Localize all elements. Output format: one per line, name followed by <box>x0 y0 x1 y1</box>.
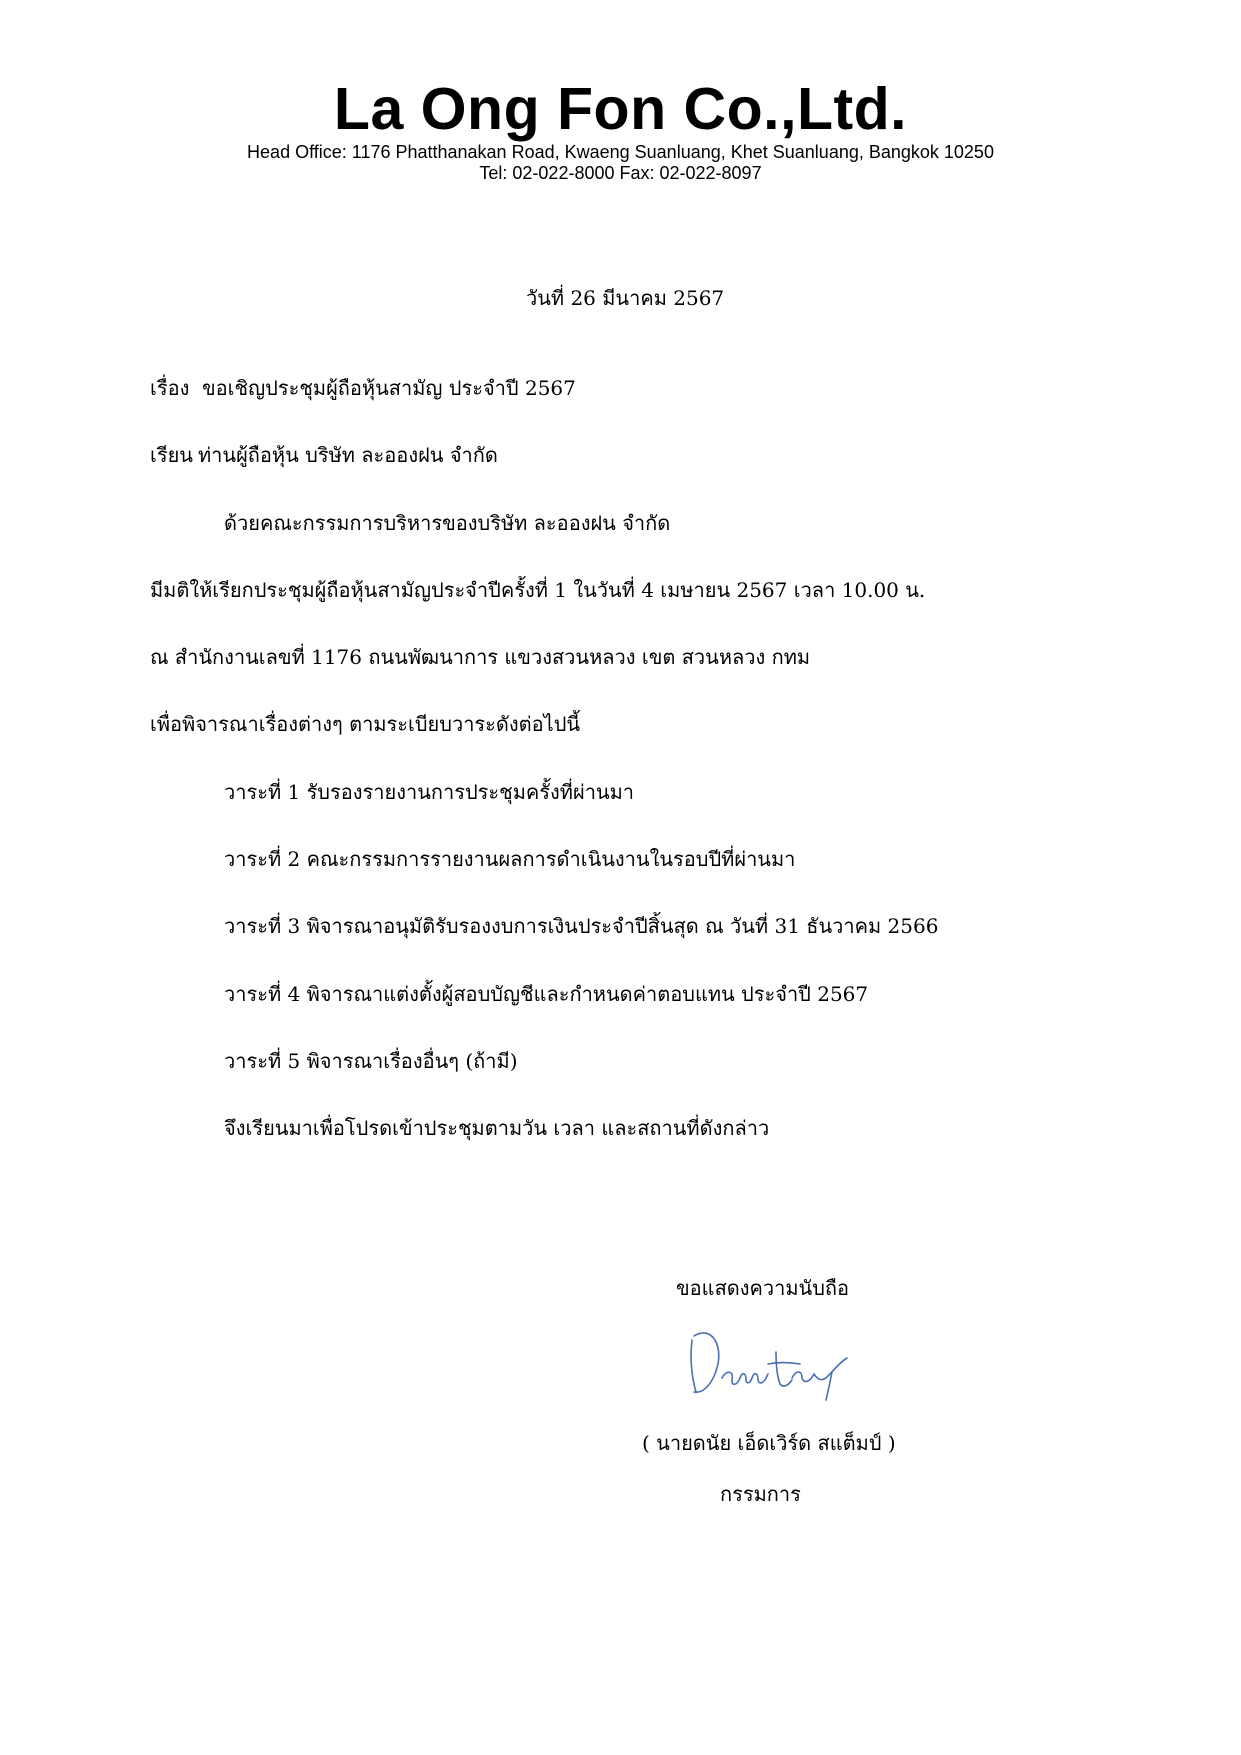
subject-line <box>150 374 576 402</box>
agenda-item: วาระที่ 4 พิจารณาแต่งตั้งผู้สอบบัญชีและกำหนดค่าตอบแทน ประจำปี 2567 <box>224 982 869 1006</box>
salutation-text: ท่านผู้ถือหุ้น บริษัท ละอองฝน จำกัด <box>198 443 498 467</box>
letter-date: วันที่ 26 มีนาคม 2567 <box>526 286 725 310</box>
agenda-item: วาระที่ 1 รับรองรายงานการประชุมครั้งที่ผ่านมา <box>224 780 635 804</box>
contact-numbers: Tel: 02-022-8000 Fax: 02-022-8097 <box>479 163 762 183</box>
salutation-line <box>150 441 498 469</box>
agenda-item: วาระที่ 2 คณะกรรมการรายงานผลการดำเนินงานในรอบปีที่ผ่านมา <box>224 847 796 871</box>
subject-text: ขอเชิญประชุมผู้ถือหุ้นสามัญ ประจำปี 2567 <box>202 376 576 400</box>
subject-label: เรื่อง <box>150 376 190 400</box>
company-name: La Ong Fon Co.,Ltd. <box>333 76 908 142</box>
body-paragraph: ณ สำนักงานเลขที่ 1176 ถนนพัฒนาการ แขวงสวนหลวง เขต สวนหลวง กทม <box>150 645 811 669</box>
signer-name: ( นายดนัย เอ็ดเวิร์ด สแต็มป์ ) <box>642 1431 896 1455</box>
agenda-item: วาระที่ 3 พิจารณาอนุมัติรับรองงบการเงินประจำปีสิ้นสุด ณ วันที่ 31 ธันวาคม 2566 <box>224 914 939 938</box>
signer-title: กรรมการ <box>720 1482 801 1506</box>
body-paragraph: เพื่อพิจารณาเรื่องต่างๆ ตามระเบียบวาระดังต่อไปนี้ <box>150 712 581 736</box>
complimentary-close: ขอแสดงความนับถือ <box>676 1276 850 1300</box>
salutation-label: เรียน <box>150 443 193 467</box>
body-paragraph: ด้วยคณะกรรมการบริหารของบริษัท ละอองฝน จำกัด <box>224 511 671 535</box>
handwritten-signature <box>682 1312 862 1402</box>
body-paragraph: มีมติให้เรียกประชุมผู้ถือหุ้นสามัญประจำปีครั้งที่ 1 ในวันที่ 4 เมษายน 2567 เวลา 10.00 น. <box>150 578 926 602</box>
head-office-address: Head Office: 1176 Phatthanakan Road, Kwaeng Suanluang, Khet Suanluang, Bangkok 10250 <box>247 142 994 162</box>
agenda-item: วาระที่ 5 พิจารณาเรื่องอื่นๆ (ถ้ามี) <box>224 1049 518 1073</box>
closing-paragraph: จึงเรียนมาเพื่อโปรดเข้าประชุมตามวัน เวลา และสถานที่ดังกล่าว <box>224 1116 770 1140</box>
